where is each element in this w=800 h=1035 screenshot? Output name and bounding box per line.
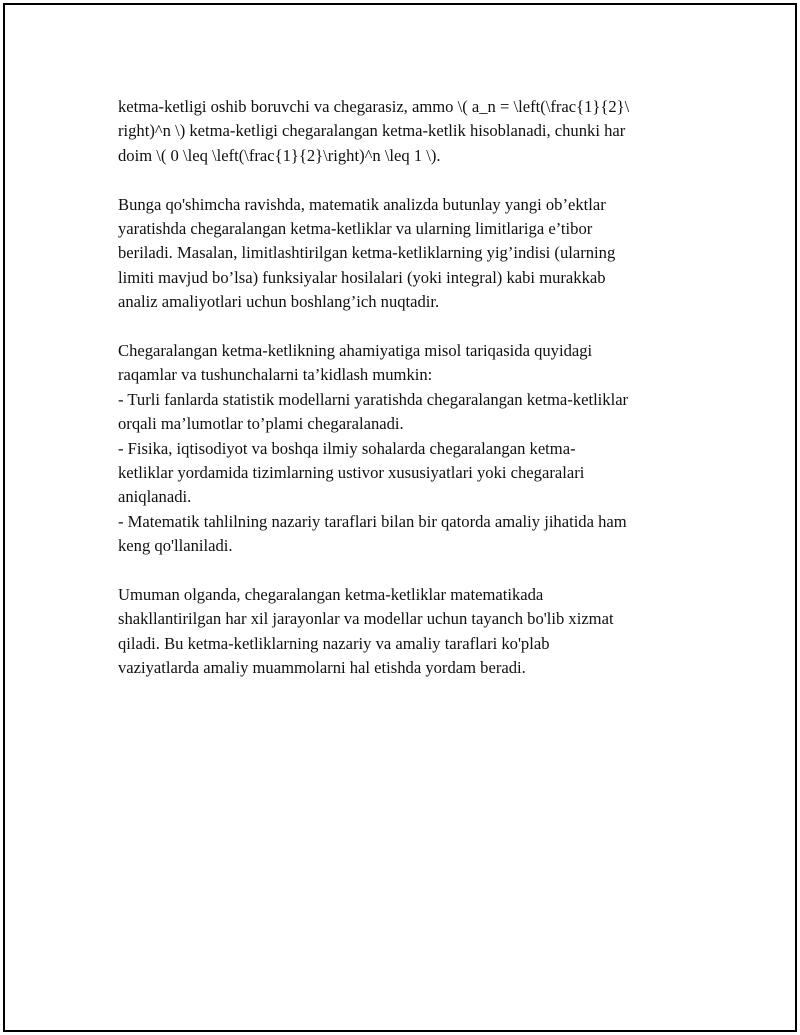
text-line: right)^n \) ketma-ketligi chegaralangan ketma-ketlik hisoblanadi, chunki har	[118, 121, 626, 141]
paragraph-bounded-sequence-example	[118, 95, 696, 168]
text-line: vaziyatlarda amaliy muammolarni hal etishda yordam beradi.	[118, 658, 526, 678]
text-line: analiz amaliyotlari uchun boshlang’ich nuqtadir.	[118, 292, 440, 312]
text-line: doim \( 0 \leq \left(\frac{1}{2}\right)^n \leq 1 \).	[118, 145, 441, 165]
text-line: raqamlar va tushunchalarni ta’kidlash mumkin:	[118, 365, 433, 385]
paragraph-importance-list	[118, 339, 696, 559]
text-line: yaratishda chegaralangan ketma-ketliklar va ularning limitlariga e’tibor	[118, 219, 593, 239]
text-line: Chegaralangan ketma-ketlikning ahamiyatiga misol tariqasida quyidagi	[118, 341, 593, 361]
list-item-line: orqali ma’lumotlar to’plami chegaralanadi.	[118, 414, 404, 434]
text-line: limiti mavjud bo’lsa) funksiyalar hosilalari (yoki integral) kabi murakkab	[118, 267, 606, 287]
text-line: Bunga qo'shimcha ravishda, matematik analizda butunlay yangi ob’ektlar	[118, 194, 606, 214]
list-item-line: aniqlanadi.	[118, 487, 192, 507]
text-line: shakllantirilgan har xil jarayonlar va modellar uchun tayanch bo'lib xizmat	[118, 609, 614, 629]
paragraph-conclusion	[118, 583, 696, 681]
text-line: Umuman olganda, chegaralangan ketma-ketliklar matematikada	[118, 585, 544, 605]
paragraph-analysis-objects	[118, 193, 696, 315]
document-body	[118, 95, 696, 705]
text-line: qiladi. Bu ketma-ketliklarning nazariy va amaliy taraflari ko'plab	[118, 633, 550, 653]
text-line: ketma-ketligi oshib boruvchi va chegarasiz, ammo \( a_n = \left(\frac{1}{2}\	[118, 97, 630, 116]
list-item-line: ketliklar yordamida tizimlarning ustivor xususiyatlari yoki chegaralari	[118, 463, 585, 483]
list-item-line: keng qo'llaniladi.	[118, 536, 233, 556]
list-item-line: - Matematik tahlilning nazariy taraflari bilan bir qatorda amaliy jihatida ham	[118, 511, 627, 531]
text-line: beriladi. Masalan, limitlashtirilgan ketma-ketliklarning yig’indisi (ularning	[118, 243, 616, 263]
list-item-line: - Turli fanlarda statistik modellarni yaratishda chegaralangan ketma-ketliklar	[118, 389, 629, 409]
list-item-line: - Fisika, iqtisodiyot va boshqa ilmiy sohalarda chegaralangan ketma-	[118, 438, 576, 458]
